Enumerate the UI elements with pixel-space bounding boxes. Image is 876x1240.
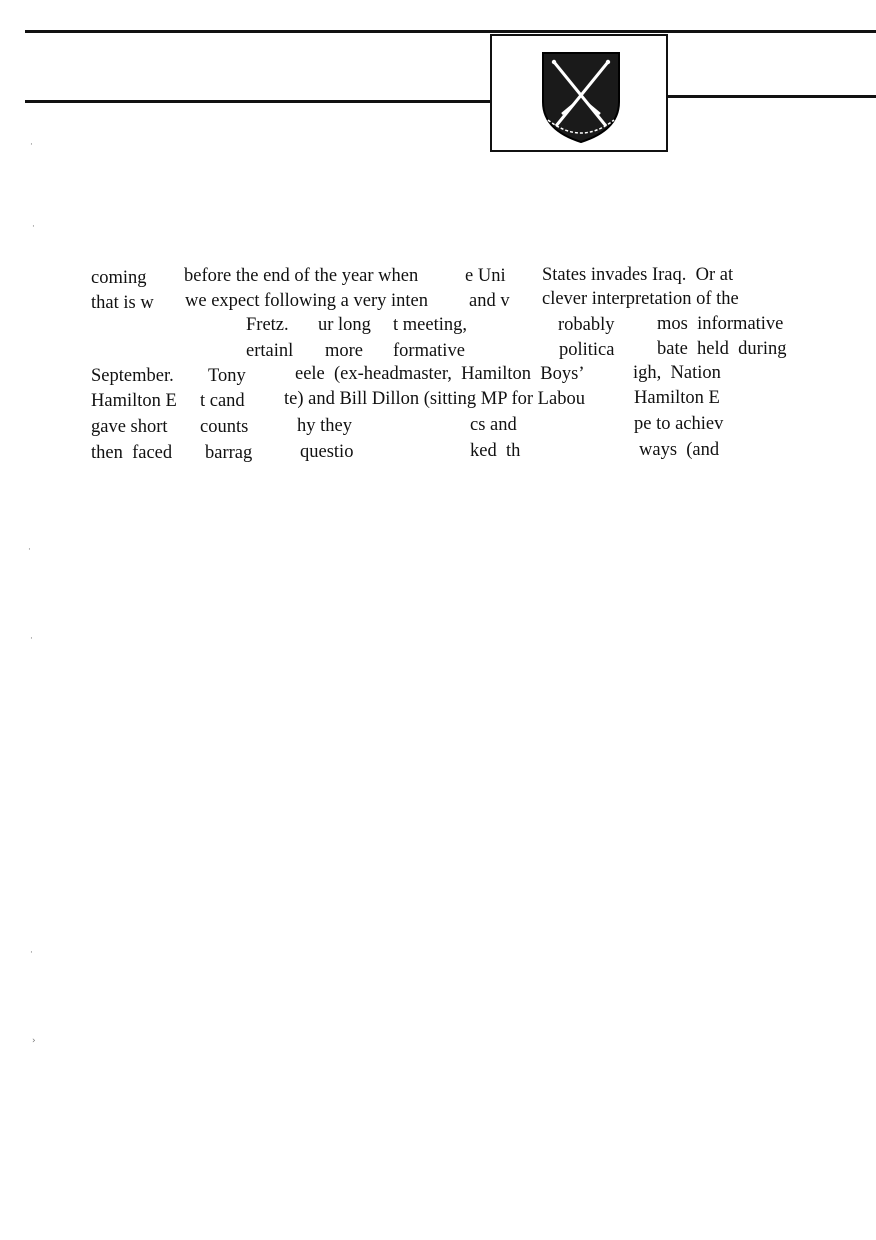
header-bottom-rule-right	[667, 95, 876, 98]
text-fragment: Tony	[208, 366, 246, 386]
text-fragment: September.	[91, 366, 174, 386]
text-fragment: Fretz.	[246, 315, 289, 335]
text-fragment: gave short	[91, 417, 168, 437]
text-fragment: barrag	[205, 443, 253, 463]
margin-mark: ›	[32, 1036, 36, 1046]
text-fragment: pe to achiev	[634, 414, 724, 434]
margin-mark: ·	[30, 140, 33, 150]
margin-mark: ·	[28, 545, 31, 555]
text-fragment: robably	[558, 315, 615, 335]
crest-box	[490, 34, 668, 152]
text-fragment: t meeting,	[393, 315, 467, 335]
text-fragment: ways (and	[639, 440, 720, 460]
text-fragment: mos informative	[657, 314, 784, 334]
header-bottom-rule-left	[25, 100, 491, 103]
text-fragment: then faced	[91, 443, 173, 463]
text-fragment: and v	[469, 291, 510, 311]
text-fragment: formative	[393, 341, 465, 361]
text-fragment: te) and Bill Dillon (sitting MP for Labou	[284, 389, 585, 409]
crossed-swords-shield-icon	[540, 50, 622, 144]
text-fragment: that is w	[91, 293, 154, 313]
text-fragment: ked th	[470, 441, 521, 461]
margin-mark: ·	[30, 634, 33, 644]
text-fragment: ur long	[318, 315, 371, 335]
text-fragment: politica	[559, 340, 615, 360]
text-fragment: Hamilton E	[91, 391, 177, 411]
text-fragment: eele (ex-headmaster, Hamilton Boys’	[295, 364, 585, 384]
text-fragment: hy they	[297, 416, 352, 436]
margin-mark: ·	[32, 222, 35, 232]
text-fragment: cs and	[470, 415, 517, 435]
header-top-rule	[25, 30, 876, 33]
text-fragment: t cand	[200, 391, 245, 411]
text-fragment: States invades Iraq. Or at	[542, 265, 734, 285]
text-fragment: e Uni	[465, 266, 506, 286]
text-fragment: bate held during	[657, 339, 787, 359]
text-fragment: igh, Nation	[633, 363, 721, 383]
text-fragment: before the end of the year when	[184, 266, 419, 286]
text-fragment: we expect following a very inten	[185, 291, 428, 311]
text-fragment: coming	[91, 268, 147, 288]
text-fragment: clever interpretation of the	[542, 289, 739, 309]
text-fragment: more	[325, 341, 364, 361]
text-fragment: questio	[300, 442, 354, 462]
text-fragment: Hamilton E	[634, 388, 720, 408]
text-fragment: counts	[200, 417, 249, 437]
margin-mark: ·	[30, 948, 33, 958]
text-fragment: ertainl	[246, 341, 294, 361]
